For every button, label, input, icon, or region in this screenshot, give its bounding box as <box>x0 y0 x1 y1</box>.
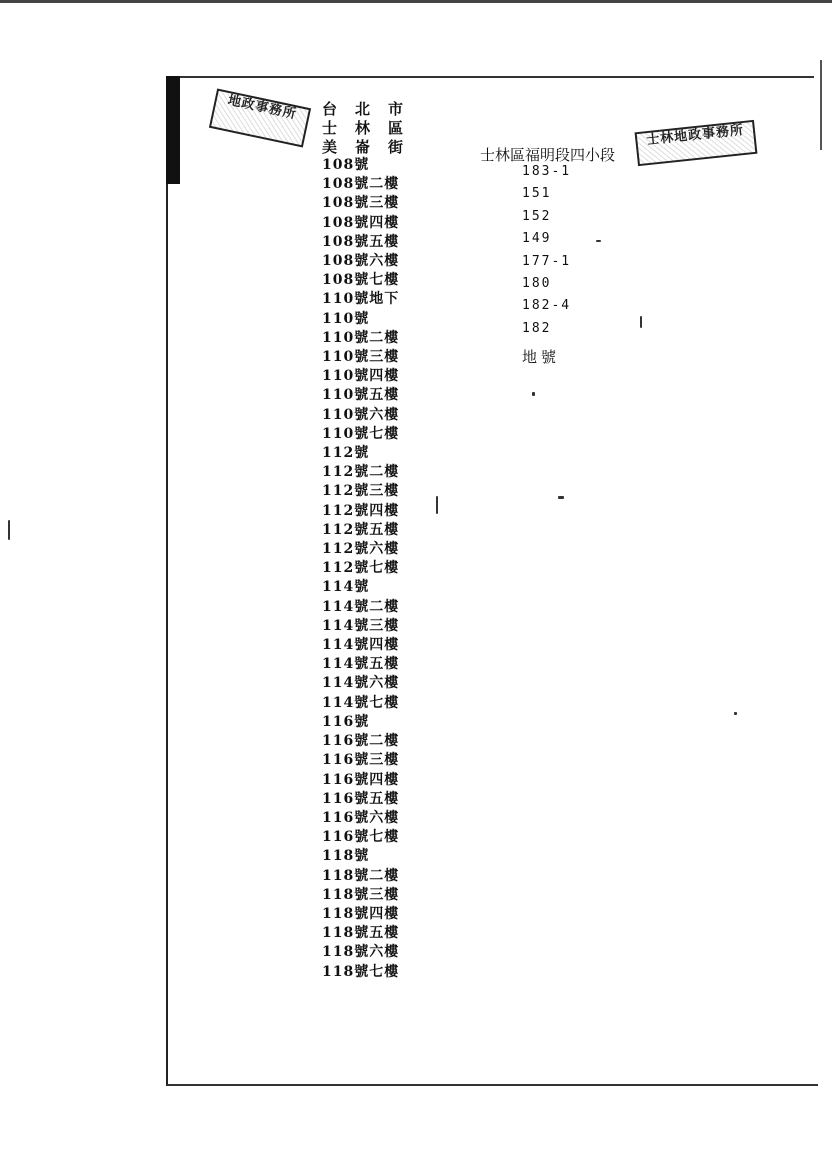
land-number: 151 <box>522 186 552 202</box>
land-number-list <box>522 161 571 340</box>
header-district: 士林區 <box>322 119 422 137</box>
address-entry: 108號二樓 <box>322 176 400 193</box>
address-entry: 110號地下 <box>322 291 400 308</box>
header-city: 台北市 <box>322 100 422 118</box>
address-entry: 108號 <box>322 157 370 173</box>
address-entry: 118號六樓 <box>322 944 400 961</box>
land-number: 180 <box>522 276 552 292</box>
address-entry: 114號六樓 <box>322 675 400 692</box>
scan-speck <box>558 496 564 499</box>
scan-speck <box>532 392 535 396</box>
address-entry: 112號三樓 <box>322 483 400 500</box>
address-entry: 108號四樓 <box>322 214 400 231</box>
land-number: 149 <box>522 231 552 247</box>
address-entry: 110號六樓 <box>322 406 400 423</box>
address-entry: 112號五樓 <box>322 521 400 538</box>
address-entry: 114號三樓 <box>322 617 400 634</box>
scan-top-edge <box>0 0 832 3</box>
page-top-rule <box>166 76 814 78</box>
address-entry: 108號三樓 <box>322 195 400 212</box>
address-entry: 114號四樓 <box>322 637 400 654</box>
address-entry: 112號四樓 <box>322 502 400 519</box>
address-entry: 110號三樓 <box>322 349 400 366</box>
address-entry: 116號 <box>322 713 370 730</box>
address-entry: 118號 <box>322 848 370 865</box>
address-entry: 110號五樓 <box>322 387 400 404</box>
address-entry: 114號 <box>322 579 370 596</box>
address-entry: 108號六樓 <box>322 253 400 270</box>
address-entry: 116號二樓 <box>322 733 400 750</box>
address-entry: 118號四樓 <box>322 905 400 922</box>
address-entry: 116號七樓 <box>322 829 400 846</box>
address-entry: 112號二樓 <box>322 464 400 481</box>
scan-right-edge <box>820 60 822 150</box>
land-number: 152 <box>522 208 552 224</box>
address-entry: 110號七樓 <box>322 425 400 442</box>
address-entry: 118號七樓 <box>322 963 400 980</box>
address-list <box>322 156 399 982</box>
header-street: 美崙街 <box>322 138 422 156</box>
address-entry: 118號三樓 <box>322 886 400 903</box>
scan-speck <box>596 240 601 242</box>
address-entry: 110號 <box>322 310 370 327</box>
address-entry: 114號二樓 <box>322 598 400 615</box>
land-number: 177-1 <box>522 253 572 269</box>
scan-speck <box>640 316 642 328</box>
land-number: 182 <box>522 320 552 336</box>
land-section-title: 士林區福明段四小段 <box>480 146 616 164</box>
stamp-right-text: 士林地政事務所 <box>645 122 745 149</box>
address-entry: 118號二樓 <box>322 867 400 884</box>
address-header <box>322 100 422 157</box>
scan-shadow-band <box>166 76 180 184</box>
address-entry: 116號三樓 <box>322 752 400 769</box>
address-entry: 116號六樓 <box>322 809 400 826</box>
address-entry: 112號六樓 <box>322 541 400 558</box>
document-page <box>166 78 818 1086</box>
land-number: 183-1 <box>522 164 572 179</box>
address-entry: 114號七樓 <box>322 694 400 711</box>
address-entry: 116號四樓 <box>322 771 400 788</box>
address-entry: 112號七樓 <box>322 560 400 577</box>
address-entry: 114號五樓 <box>322 656 400 673</box>
address-entry: 110號四樓 <box>322 368 400 385</box>
address-entry: 108號七樓 <box>322 272 400 289</box>
address-entry: 108號五樓 <box>322 233 400 250</box>
address-entry: 110號二樓 <box>322 329 400 346</box>
scan-speck <box>734 712 737 715</box>
land-number: 182-4 <box>522 298 572 314</box>
scan-speck <box>436 496 438 514</box>
stamp-left-text: 地政事務所 <box>226 93 298 123</box>
address-entry: 116號五樓 <box>322 790 400 807</box>
scan-speck <box>8 520 10 540</box>
land-number-label: 地號 <box>522 348 561 366</box>
address-entry: 112號 <box>322 445 370 462</box>
address-entry: 118號五樓 <box>322 925 400 942</box>
